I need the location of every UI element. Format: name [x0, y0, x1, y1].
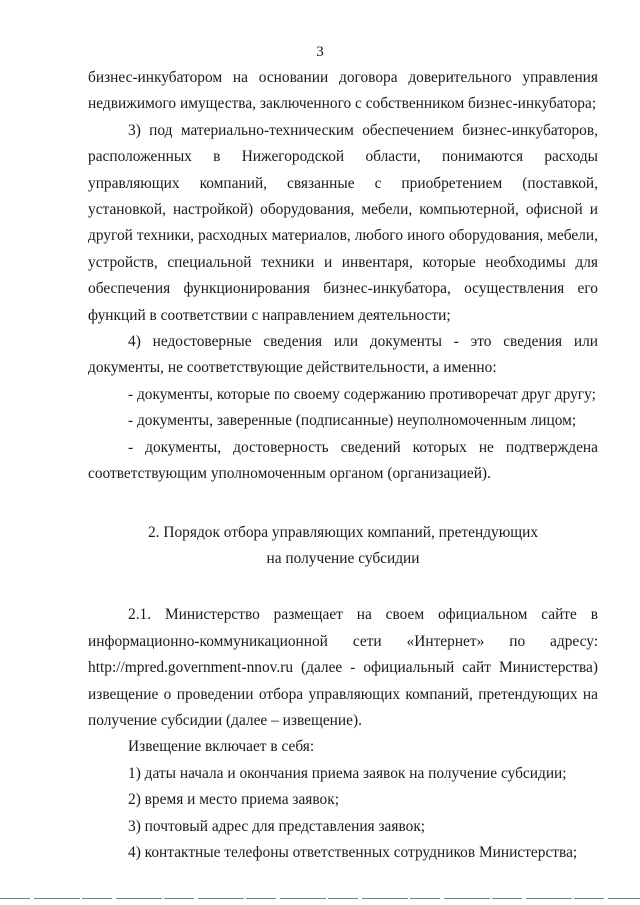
- list-item: 4) контактные телефоны ответственных сотрудников Министерства;: [128, 843, 578, 861]
- scan-edge-line: [0, 898, 640, 899]
- list-item: - документы, которые по своему содержанию противоречат друг другу;: [128, 385, 596, 403]
- list-item: - документы, достоверность сведений которых не подтверждена соответствующим уполномоченным органом (организацией).: [88, 438, 598, 483]
- section-heading: [88, 520, 598, 573]
- section-heading-line: 2. Порядок отбора управляющих компаний, претендующих: [147, 523, 539, 541]
- list-item: 1) даты начала и окончания приема заявок на получение субсидии;: [128, 764, 567, 782]
- paragraph: 3) под материально-техническим обеспечением бизнес-инкубаторов, расположенных в Нижегородской области, понимаются расходы управляющих компаний, связанные с приобретением (поставкой, установкой, настройкой) оборудования, мебели, компьютерной, офисной и другой техники, расходных материалов, любого иного оборудования, мебели, устройств, специальной техники и инвентаря, которые необходимы для обеспечения функционирования бизнес-инкубатора, осуществления его функций в соответствии с направлением деятельности;: [88, 121, 598, 324]
- paragraph: 4) недостоверные сведения или документы - это сведения или документы, не соответствующие действительности, а именно:: [88, 333, 598, 377]
- list-item: - документы, заверенные (подписанные) неуполномоченным лицом;: [128, 412, 577, 430]
- paragraph: бизнес-инкубатором на основании договора доверительного управления недвижимого имущества, заключенного с собственником бизнес-инкубатора;: [88, 69, 598, 113]
- document-body: [88, 65, 598, 866]
- page-number: 3: [316, 44, 324, 60]
- list-item: 2) время и место приема заявок;: [128, 791, 339, 809]
- section-heading-line: на получение субсидии: [266, 549, 420, 567]
- paragraph: Извещение включает в себя:: [128, 738, 315, 756]
- list-item: 3) почтовый адрес для представления заявок;: [128, 817, 426, 835]
- paragraph: 2.1. Министерство размещает на своем официальном сайте в информационно-коммуникационной сети «Интернет» по адресу: http://mpred.government-nnov.ru (далее - официальный сайт Министерства) извещение о проведении отбора управляющих компаний, претендующих на получение субсидии (далее – извещение).: [88, 606, 598, 729]
